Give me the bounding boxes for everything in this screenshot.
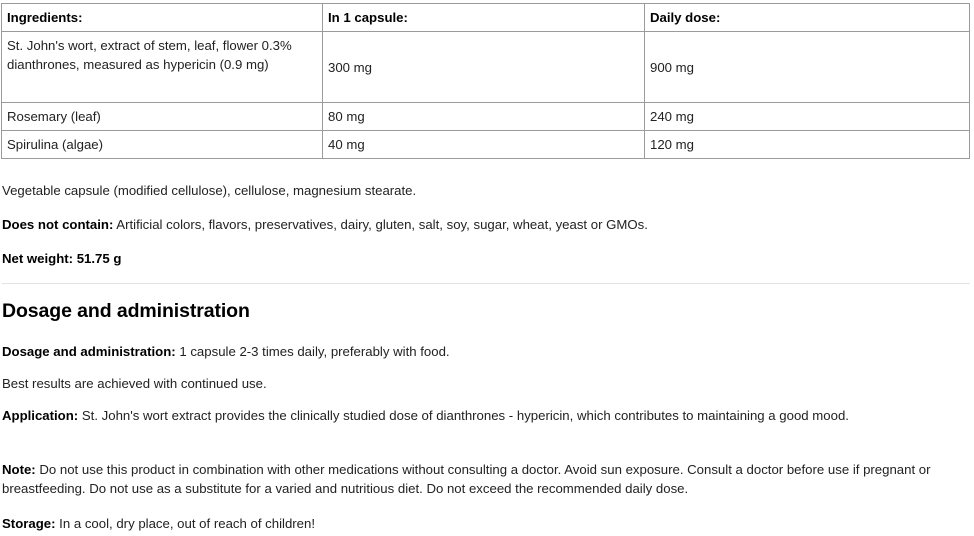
table-header-row	[2, 4, 970, 32]
cell-ingredient-name: St. John's wort, extract of stem, leaf, flower 0.3% dianthrones, measured as hypericin (0.9 mg)	[2, 32, 323, 103]
storage-label: Storage:	[2, 516, 56, 531]
note-text: Do not use this product in combination with other medications without consulting a doctor. Avoid sun exposure. Consult a doctor before use if pregnant or breastfeeding. Do not use as a substitute for a varied and nutritious diet. Do not exceed the recommended daily dose.	[2, 462, 931, 497]
cell-daily-dose: 900 mg	[645, 32, 970, 103]
page-title: Dosage and administration	[2, 300, 250, 322]
note-paragraph	[2, 460, 964, 498]
cell-per-capsule: 300 mg	[323, 32, 645, 103]
cell-ingredient-name: Spirulina (algae)	[2, 131, 323, 159]
dosage-text: 1 capsule 2-3 times daily, preferably with food.	[175, 344, 450, 359]
table-row	[2, 103, 970, 131]
dosage-paragraph	[2, 342, 964, 361]
column-header-per-capsule: In 1 capsule:	[323, 4, 645, 32]
best-results-text: Best results are achieved with continued use.	[2, 376, 267, 391]
application-paragraph	[2, 406, 964, 425]
cell-ingredient-name: Rosemary (leaf)	[2, 103, 323, 131]
does-not-contain-text: Artificial colors, flavors, preservatives, dairy, gluten, salt, soy, sugar, wheat, yeast or GMOs.	[113, 217, 648, 232]
cell-per-capsule: 40 mg	[323, 131, 645, 159]
does-not-contain-paragraph	[2, 215, 964, 234]
note-label: Note:	[2, 462, 36, 477]
ingredients-table	[1, 3, 970, 159]
cell-daily-dose: 120 mg	[645, 131, 970, 159]
storage-paragraph	[2, 514, 964, 533]
cell-per-capsule: 80 mg	[323, 103, 645, 131]
net-weight-label: Net weight: 51.75 g	[2, 251, 122, 266]
section-divider	[2, 283, 970, 284]
application-label: Application:	[2, 408, 79, 423]
does-not-contain-label: Does not contain:	[2, 217, 114, 232]
column-header-daily-dose: Daily dose:	[645, 4, 970, 32]
application-text: St. John's wort extract provides the clinically studied dose of dianthrones - hypericin, which contributes to maintaining a good mood.	[78, 408, 849, 423]
net-weight-paragraph	[2, 249, 964, 268]
table-row	[2, 32, 970, 103]
other-ingredients-text: Vegetable capsule (modified cellulose), cellulose, magnesium stearate.	[2, 183, 417, 198]
column-header-ingredients: Ingredients:	[2, 4, 323, 32]
dosage-label: Dosage and administration:	[2, 344, 176, 359]
table-row	[2, 131, 970, 159]
storage-text: In a cool, dry place, out of reach of children!	[55, 516, 316, 531]
cell-daily-dose: 240 mg	[645, 103, 970, 131]
